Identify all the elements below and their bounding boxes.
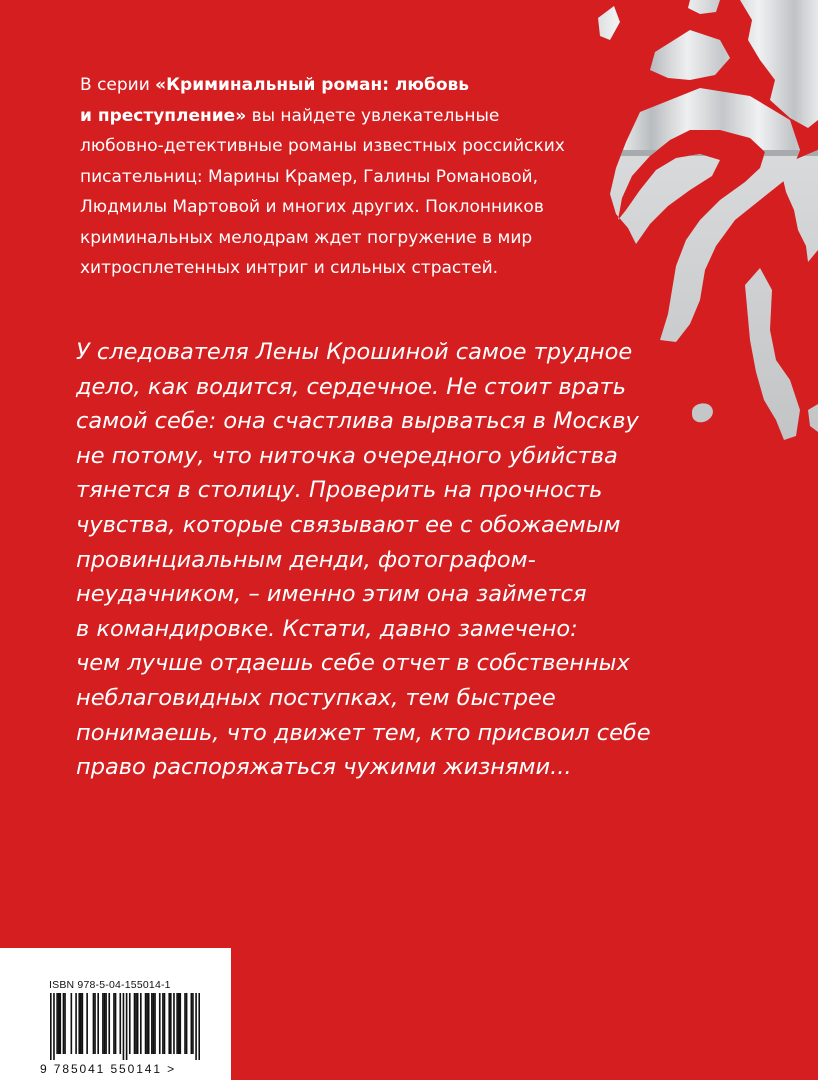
barcode-bar xyxy=(186,993,188,1054)
barcode-bar xyxy=(82,993,84,1054)
barcode-bar xyxy=(108,993,110,1054)
barcode-bar xyxy=(58,993,60,1054)
barcode-bar xyxy=(178,993,180,1054)
annotation-line: неблаговидных поступках, тем быстрее xyxy=(76,684,556,711)
barcode-bar xyxy=(119,993,121,1054)
barcode-bar xyxy=(86,993,88,1054)
barcode-bar xyxy=(80,993,82,1054)
annotation-line: тянется в столицу. Проверить на прочность xyxy=(76,477,603,504)
barcode-bar xyxy=(93,993,95,1054)
barcode-bar xyxy=(164,993,166,1054)
barcode-bar xyxy=(145,993,147,1054)
annotation-line: самой себе: она счастлива вырваться в Москву xyxy=(76,408,639,435)
annotation-line: не потому, что ниточка очередного убийства xyxy=(76,442,618,469)
barcode-bar xyxy=(173,993,175,1054)
barcode-bar xyxy=(50,993,52,1060)
barcode-digits: 9 785041 550141 > xyxy=(40,1062,177,1076)
barcode-bar xyxy=(126,993,128,1060)
barcode-bar xyxy=(97,993,99,1054)
barcode-bar xyxy=(191,993,193,1054)
series-name-line2: и преступление» xyxy=(80,105,247,126)
barcode-bar xyxy=(104,993,106,1054)
barcode-bar xyxy=(184,993,186,1054)
barcode-bar xyxy=(134,993,136,1054)
barcode-bar xyxy=(151,993,153,1054)
series-rest-line2: вы найдете увлекательные xyxy=(246,105,500,126)
series-line: криминальных мелодрам ждет погружение в мир xyxy=(80,227,533,248)
annotation-line: понимаешь, что движет тем, кто присвоил себе xyxy=(76,719,651,746)
barcode-bar xyxy=(195,993,197,1060)
barcode-bar xyxy=(53,993,55,1060)
series-line: хитросплетенных интриг и сильных страстей. xyxy=(80,258,499,278)
barcode-bar xyxy=(198,993,200,1060)
barcode-bar xyxy=(102,993,104,1054)
barcode-bar xyxy=(129,993,131,1054)
series-line: писательниц: Марины Крамер, Галины Романовой, xyxy=(80,166,538,187)
barcode-bar xyxy=(140,993,142,1054)
barcode-bar xyxy=(59,993,61,1054)
series-description xyxy=(80,70,600,284)
barcode-bar xyxy=(146,993,148,1054)
barcode-bar xyxy=(115,993,117,1054)
barcode-bar xyxy=(75,993,77,1054)
barcode-bar xyxy=(153,993,155,1054)
barcode-bar xyxy=(170,993,172,1054)
barcode-bar xyxy=(179,993,181,1054)
barcode-bar xyxy=(64,993,66,1054)
barcode-bar xyxy=(78,993,80,1054)
barcode-bar xyxy=(135,993,137,1054)
barcode-bar xyxy=(94,993,96,1054)
barcode-bar xyxy=(176,993,178,1054)
barcode-bar xyxy=(137,993,139,1054)
annotation-line: дело, как водится, сердечное. Не стоит врать xyxy=(76,373,627,400)
series-name-line1: «Криминальный роман: любовь xyxy=(155,75,470,95)
barcode-bar xyxy=(162,993,164,1054)
series-lead: В серии xyxy=(80,75,156,95)
barcode-bar xyxy=(71,993,73,1054)
annotation-line: право распоряжаться чужими жизнями... xyxy=(76,754,572,781)
barcode-image xyxy=(50,993,200,1060)
barcode-bar xyxy=(123,993,125,1060)
annotation-line: неудачником, – именно этим она займется xyxy=(76,581,587,608)
barcode-bar xyxy=(168,993,170,1054)
barcode-bar xyxy=(56,993,58,1054)
annotation-line: У следователя Лены Крошиной самое трудное xyxy=(76,339,633,365)
barcode-bar xyxy=(159,993,161,1054)
isbn-label: ISBN 978-5-04-155014-1 xyxy=(49,979,171,991)
annotation-line: провинциальным денди, фотографом- xyxy=(76,546,536,573)
barcode-bar xyxy=(105,993,107,1054)
annotation-line: в командировке. Кстати, давно замечено: xyxy=(76,615,578,642)
barcode-bar xyxy=(192,993,194,1054)
barcode-bar xyxy=(148,993,150,1054)
barcode-bar xyxy=(113,993,115,1054)
series-line: Людмилы Мартовой и многих других. Поклонников xyxy=(80,197,544,217)
barcode-bar xyxy=(63,993,65,1054)
annotation-line: чувства, которые связывают ее с обожаемым xyxy=(76,511,621,538)
annotation-line: чем лучше отдаешь себе отчет в собственных xyxy=(76,650,630,677)
barcode-bar xyxy=(154,993,156,1054)
series-line: любовно-детективные романы известных российских xyxy=(80,136,565,156)
book-annotation xyxy=(76,335,696,785)
